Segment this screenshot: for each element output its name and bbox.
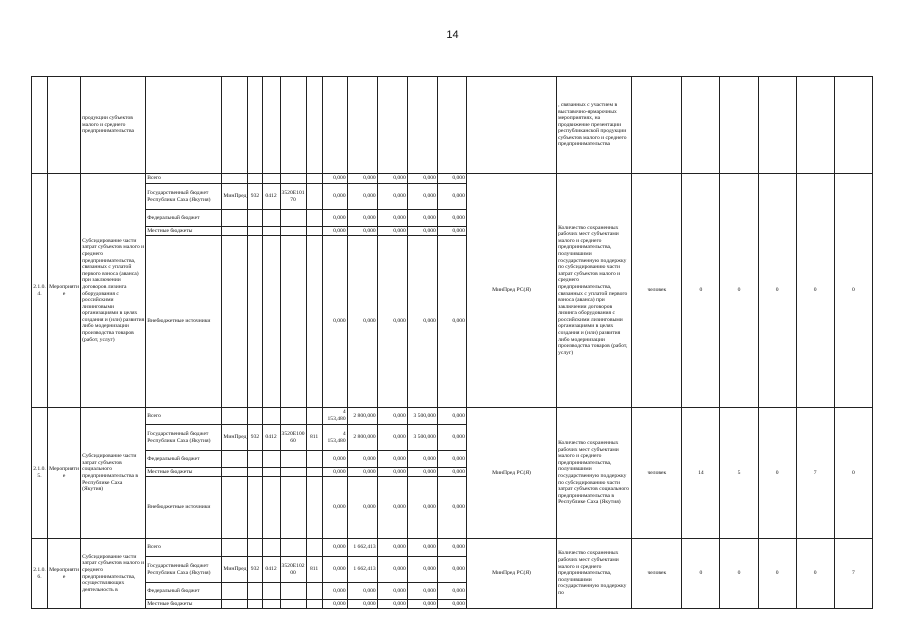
- amount-cell: 0,000: [377, 583, 407, 600]
- executor: МинПред РС(Я): [466, 539, 556, 609]
- amount-cell: 3 500,000: [407, 408, 437, 425]
- table-row: [32, 539, 873, 557]
- funding-source: Государственный бюджет Республики Саха (Якутия): [146, 425, 222, 451]
- event-description: Субсидирование части затрат субъектов малого и среднего предпринимательства, осуществляющих деятельность в: [81, 539, 146, 609]
- target-value: 5: [720, 408, 758, 539]
- indicator-name: Количество сохраненных рабочих мест субъектами малого и среднего предпринимательства, получившими государственную поддержку по: [557, 539, 632, 609]
- table-body: [32, 77, 873, 609]
- amount-cell: 0,000: [407, 174, 437, 184]
- target-value: 0: [720, 174, 758, 408]
- target-value: 7: [796, 408, 834, 539]
- amount-cell: 0,000: [437, 174, 466, 184]
- funding-source: Местные бюджеты: [146, 227, 222, 236]
- amount-cell: 0,000: [377, 425, 407, 451]
- rz: 932: [248, 557, 262, 583]
- amount-cell: 0,000: [407, 451, 437, 468]
- pr: 0412: [262, 425, 280, 451]
- event-type: Мероприятие: [48, 408, 81, 539]
- csr: 3520Е10170: [280, 184, 306, 210]
- pr: [262, 174, 280, 184]
- indicator-name: , связанных с участием в выставочно-ярмарочных мероприятиях, на продвижение презентации республиканской продукции субъектов малого и среднего предпринимательства: [557, 77, 632, 174]
- vr: 811: [306, 557, 322, 583]
- rz: [248, 174, 262, 184]
- amount-cell: 0,000: [437, 451, 466, 468]
- amount-cell: 0,000: [437, 583, 466, 600]
- amount-cell: 0,000: [322, 557, 347, 583]
- rz: [248, 408, 262, 425]
- unit: человек: [632, 408, 682, 539]
- vr: 811: [306, 425, 322, 451]
- amount-cell: 0,000: [437, 600, 466, 609]
- indicator-name: Количество сохраненных рабочих мест субъектами малого и среднего предпринимательства, получившими государственную поддержку по субсидированию части затрат субъектов социального предпринимательства в Республике Саха (Якутия): [557, 408, 632, 539]
- target-value: 0: [682, 174, 720, 408]
- event-description: Субсидирование части затрат субъектов социального предпринимательства в Республике Саха (Якутия): [81, 408, 146, 539]
- rz: [248, 539, 262, 557]
- amount-cell: 0,000: [347, 210, 377, 227]
- funding-source: Местные бюджеты: [146, 468, 222, 477]
- vr: [306, 174, 322, 184]
- funding-source: Федеральный бюджет: [146, 583, 222, 600]
- amount-cell: 0,000: [347, 227, 377, 236]
- funding-source: Всего: [146, 539, 222, 557]
- amount-cell: 0,000: [377, 227, 407, 236]
- budget-table: [31, 76, 873, 609]
- funding-source: Государственный бюджет Республики Саха (Якутия): [146, 557, 222, 583]
- target-value: 0: [720, 539, 758, 609]
- funding-source: Федеральный бюджет: [146, 210, 222, 227]
- amount-cell: 0,000: [407, 539, 437, 557]
- amount-cell: 0,000: [322, 600, 347, 609]
- funding-source: Федеральный бюджет: [146, 451, 222, 468]
- amount-cell: 0,000: [347, 174, 377, 184]
- executor: МинПред РС(Я): [466, 408, 556, 539]
- amount-cell: 0,000: [377, 184, 407, 210]
- event-number: 2.1.0.6.: [32, 539, 48, 609]
- vr: [306, 539, 322, 557]
- executor: МинПред РС(Я): [466, 174, 556, 408]
- rz: 932: [248, 425, 262, 451]
- amount-cell: 0,000: [437, 236, 466, 408]
- funding-source: Местные бюджеты: [146, 600, 222, 609]
- amount-cell: 0,000: [322, 184, 347, 210]
- event-description: Субсидирование части затрат субъектов малого и среднего предпринимательства, связанных с уплатой первого взноса (аванса) при заключении договоров лизинга оборудования с российскими лизинговыми организациями в целях создания и (или) развития либо модернизации производства товаров (работ, услуг): [81, 174, 146, 408]
- amount-cell: 3 500,000: [407, 425, 437, 451]
- pr: [262, 408, 280, 425]
- amount-cell: 0,000: [407, 184, 437, 210]
- funding-source: Внебюджетные источники: [146, 477, 222, 539]
- amount-cell: 0,000: [377, 236, 407, 408]
- amount-cell: 0,000: [437, 184, 466, 210]
- amount-cell: 1 662,413: [347, 557, 377, 583]
- amount-cell: 0,000: [347, 451, 377, 468]
- amount-cell: 0,000: [437, 539, 466, 557]
- amount-cell: 2 800,000: [347, 425, 377, 451]
- amount-cell: 0,000: [407, 468, 437, 477]
- target-value: 0: [834, 408, 872, 539]
- target-value: 14: [682, 408, 720, 539]
- indicator-name: Количество сохраненных рабочих мест субъектами малого и среднего предпринимательства, получившими государственную поддержку по субсидированию части затрат субъектов малого и среднего предпринимательства, связанных с уплатой первого взноса (аванса) при заключении договоров лизинга оборудования с российскими лизинговыми организациями в целях создания и (или) развития либо модернизации производства товаров (работ, услуг): [557, 174, 632, 408]
- pr: [262, 539, 280, 557]
- grbs: [222, 174, 248, 184]
- csr: [280, 174, 306, 184]
- grbs: МинПред: [222, 184, 248, 210]
- pr: 0412: [262, 557, 280, 583]
- vr: [306, 408, 322, 425]
- amount-cell: 0,000: [407, 236, 437, 408]
- amount-cell: 0,000: [322, 468, 347, 477]
- amount-cell: 0,000: [377, 557, 407, 583]
- amount-cell: 0,000: [377, 174, 407, 184]
- target-value: 0: [758, 408, 796, 539]
- page-number: 14: [446, 29, 459, 41]
- amount-cell: 0,000: [377, 539, 407, 557]
- csr: 3520Е10060: [280, 425, 306, 451]
- amount-cell: 2 800,000: [347, 408, 377, 425]
- event-description: продукции субъектов малого и среднего предпринимательства: [81, 77, 146, 174]
- amount-cell: 0,000: [407, 227, 437, 236]
- table-row: [32, 77, 873, 174]
- pr: 0412: [262, 184, 280, 210]
- vr: [306, 184, 322, 210]
- grbs: [222, 408, 248, 425]
- target-value: 0: [796, 174, 834, 408]
- csr: [280, 408, 306, 425]
- amount-cell: 0,000: [347, 583, 377, 600]
- amount-cell: 0,000: [377, 451, 407, 468]
- amount-cell: 0,000: [437, 227, 466, 236]
- funding-source: Всего: [146, 408, 222, 425]
- amount-cell: 0,000: [322, 539, 347, 557]
- unit: человек: [632, 539, 682, 609]
- amount-cell: 0,000: [437, 210, 466, 227]
- amount-cell: 0,000: [377, 600, 407, 609]
- amount-cell: 0,000: [377, 210, 407, 227]
- funding-source: Всего: [146, 174, 222, 184]
- amount-cell: 4 153,480: [322, 408, 347, 425]
- amount-cell: 0,000: [322, 210, 347, 227]
- amount-cell: 0,000: [437, 477, 466, 539]
- grbs: МинПред: [222, 557, 248, 583]
- target-value: 0: [758, 539, 796, 609]
- target-value: 0: [834, 174, 872, 408]
- table-row: [32, 408, 873, 425]
- amount-cell: 0,000: [377, 468, 407, 477]
- rz: 932: [248, 184, 262, 210]
- amount-cell: 0,000: [437, 425, 466, 451]
- amount-cell: 0,000: [347, 468, 377, 477]
- amount-cell: 0,000: [347, 184, 377, 210]
- funding-source: Внебюджетные источники: [146, 236, 222, 408]
- grbs: [222, 539, 248, 557]
- amount-cell: 0,000: [322, 227, 347, 236]
- amount-cell: 0,000: [437, 557, 466, 583]
- table-row: [32, 174, 873, 184]
- amount-cell: 0,000: [347, 600, 377, 609]
- amount-cell: 0,000: [347, 477, 377, 539]
- csr: [280, 539, 306, 557]
- target-value: 0: [796, 539, 834, 609]
- target-value: 0: [682, 539, 720, 609]
- amount-cell: 0,000: [347, 236, 377, 408]
- amount-cell: 0,000: [407, 210, 437, 227]
- amount-cell: 0,000: [377, 408, 407, 425]
- unit: человек: [632, 174, 682, 408]
- csr: 3520Е10200: [280, 557, 306, 583]
- amount-cell: 0,000: [322, 583, 347, 600]
- target-value: 0: [758, 174, 796, 408]
- amount-cell: 0,000: [437, 468, 466, 477]
- event-type: Мероприятие: [48, 539, 81, 609]
- amount-cell: 1 662,413: [347, 539, 377, 557]
- amount-cell: 0,000: [407, 477, 437, 539]
- amount-cell: 0,000: [322, 451, 347, 468]
- event-type: Мероприятие: [48, 174, 81, 408]
- event-number: 2.1.0.5.: [32, 408, 48, 539]
- target-value: 7: [834, 539, 872, 609]
- amount-cell: 0,000: [407, 557, 437, 583]
- funding-source: Государственный бюджет Республики Саха (Якутия): [146, 184, 222, 210]
- amount-cell: 0,000: [322, 236, 347, 408]
- amount-cell: 0,000: [377, 477, 407, 539]
- amount-cell: 0,000: [407, 583, 437, 600]
- amount-cell: 0,000: [322, 477, 347, 539]
- amount-cell: 4 153,480: [322, 425, 347, 451]
- amount-cell: 0,000: [407, 600, 437, 609]
- event-number: 2.1.0.4.: [32, 174, 48, 408]
- amount-cell: 0,000: [437, 408, 466, 425]
- amount-cell: 0,000: [322, 174, 347, 184]
- grbs: МинПред: [222, 425, 248, 451]
